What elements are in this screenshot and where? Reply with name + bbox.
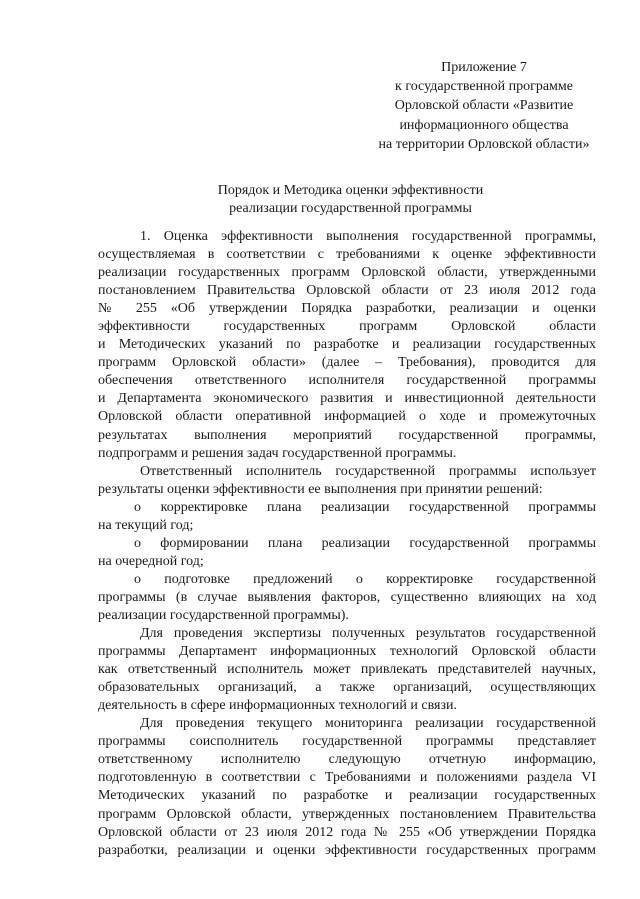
body-line: Орловской области от 23 июля 2012 года № 255 «Об утверждении Порядка (98, 824, 596, 840)
body-line: разработки, реализации и оценки эффективности государственных программ (98, 842, 596, 858)
title-line: реализации государственной программы (229, 201, 472, 217)
body-line: обеспечения ответственного исполнителя государственной программы (98, 373, 596, 389)
document-body (98, 228, 596, 860)
body-line: деятельность в сфере информационных технологий и связи. (98, 698, 457, 714)
body-line: осуществляемая в соответствии с требованиями к оценке эффективности (98, 247, 596, 263)
annex-header (370, 58, 598, 154)
body-line: подготовленную в соответствии с Требованиями и положениями раздела VI (98, 770, 596, 786)
annex-line: информационного общества (399, 117, 569, 133)
bullet-line: о формировании плана реализации государственной программы (134, 535, 596, 551)
body-line: как ответственный исполнитель может привлекать представителей научных, (98, 662, 596, 678)
body-line: программ Орловской области, утвержденных постановлением Правительства (98, 806, 596, 822)
body-line: реализации государственных программ Орловской области, утвержденными (98, 265, 596, 281)
title-line: Порядок и Методика оценки эффективности (217, 183, 484, 198)
body-line: программы (в случае выявления факторов, существенно влияющих на ход (98, 589, 596, 605)
body-line: Методических указаний по разработке и реализации государственных (98, 788, 596, 804)
annex-line: Орловской области «Развитие (394, 98, 574, 114)
body-line: Орловской области оперативной информацией о ходе и промежуточных (98, 409, 596, 425)
body-line: программ Орловской области» (далее – Требования), проводится для (98, 355, 596, 371)
annex-line: к государственной программе (395, 79, 573, 95)
body-line: программы соисполнитель государственной программы представляет (98, 734, 596, 750)
body-line: и Методических указаний по разработке и реализации государственных (98, 337, 596, 353)
body-line: № 255 «Об утверждении Порядка разработки, реализации и оценки (98, 301, 596, 317)
body-line: на очередной год; (98, 553, 204, 569)
body-line: ответственному исполнителю следующую отчетную информацию, (98, 752, 596, 768)
body-line: на текущий год; (98, 517, 194, 533)
body-line: постановлением Правительства Орловской области от 23 июля 2012 года (98, 283, 596, 299)
body-line: и Департамента экономического развития и инвестиционной деятельности (98, 391, 596, 407)
bullet-line: о подготовке предложений о корректировке государственной (134, 571, 596, 587)
body-line: 1. Оценка эффективности выполнения государственной программы, (140, 229, 596, 244)
body-line: программы Департамент информационных технологий Орловской области (98, 644, 596, 660)
bullet-line: о корректировке плана реализации государственной программы (134, 499, 596, 515)
body-line: Для проведения текущего мониторинга реализации государственной (140, 716, 596, 732)
body-line: подпрограмм и решения задач государственной программы. (98, 445, 457, 461)
body-line: образовательных организаций, а также организаций, осуществляющих (98, 680, 596, 696)
body-line: Ответственный исполнитель государственной программы использует (140, 463, 596, 479)
body-line: результаты оценки эффективности ее выполнения при принятии решений: (98, 481, 543, 497)
body-line: реализации государственной программы). (98, 607, 349, 623)
annex-line: на территории Орловской области» (378, 136, 590, 152)
body-line: результатах выполнения мероприятий государственной программы, (98, 427, 596, 443)
body-line: Для проведения экспертизы полученных результатов государственной (140, 626, 596, 642)
document-title (98, 182, 603, 219)
body-line: эффективности государственных программ Орловской области (98, 319, 596, 335)
annex-number: Приложение 7 (441, 60, 527, 75)
